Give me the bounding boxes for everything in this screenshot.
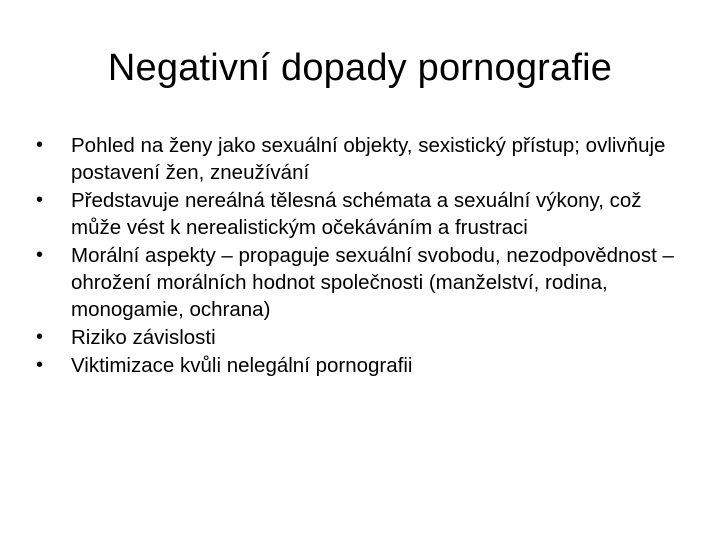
bullet-text: Pohled na ženy jako sexuální objekty, sexistický přístup; ovlivňuje postavení žen, zneužívání bbox=[71, 134, 666, 184]
bullet-icon: • bbox=[36, 134, 44, 156]
bullet-list bbox=[36, 132, 676, 380]
bullet-item bbox=[36, 324, 676, 351]
bullet-text: Viktimizace kvůli nelegální pornografii bbox=[71, 354, 413, 377]
bullet-item bbox=[36, 352, 676, 379]
bullet-text: Představuje nereálná tělesná schémata a sexuální výkony, což může vést k nerealistickým očekáváním a frustraci bbox=[71, 189, 642, 239]
bullet-item bbox=[36, 187, 676, 241]
bullet-icon: • bbox=[36, 244, 44, 266]
slide-title: Negativní dopady pornografie bbox=[107, 47, 613, 89]
bullet-text: Riziko závislosti bbox=[71, 326, 216, 349]
bullet-icon: • bbox=[36, 189, 44, 211]
bullet-item bbox=[36, 242, 676, 323]
bullet-text: Morální aspekty – propaguje sexuální svobodu, nezodpovědnost – ohrožení morálních hodnot společnosti (manželství, rodina, monogamie, ochrana) bbox=[71, 244, 674, 321]
bullet-icon: • bbox=[36, 354, 44, 376]
bullet-item bbox=[36, 132, 676, 186]
bullet-icon: • bbox=[36, 326, 44, 348]
